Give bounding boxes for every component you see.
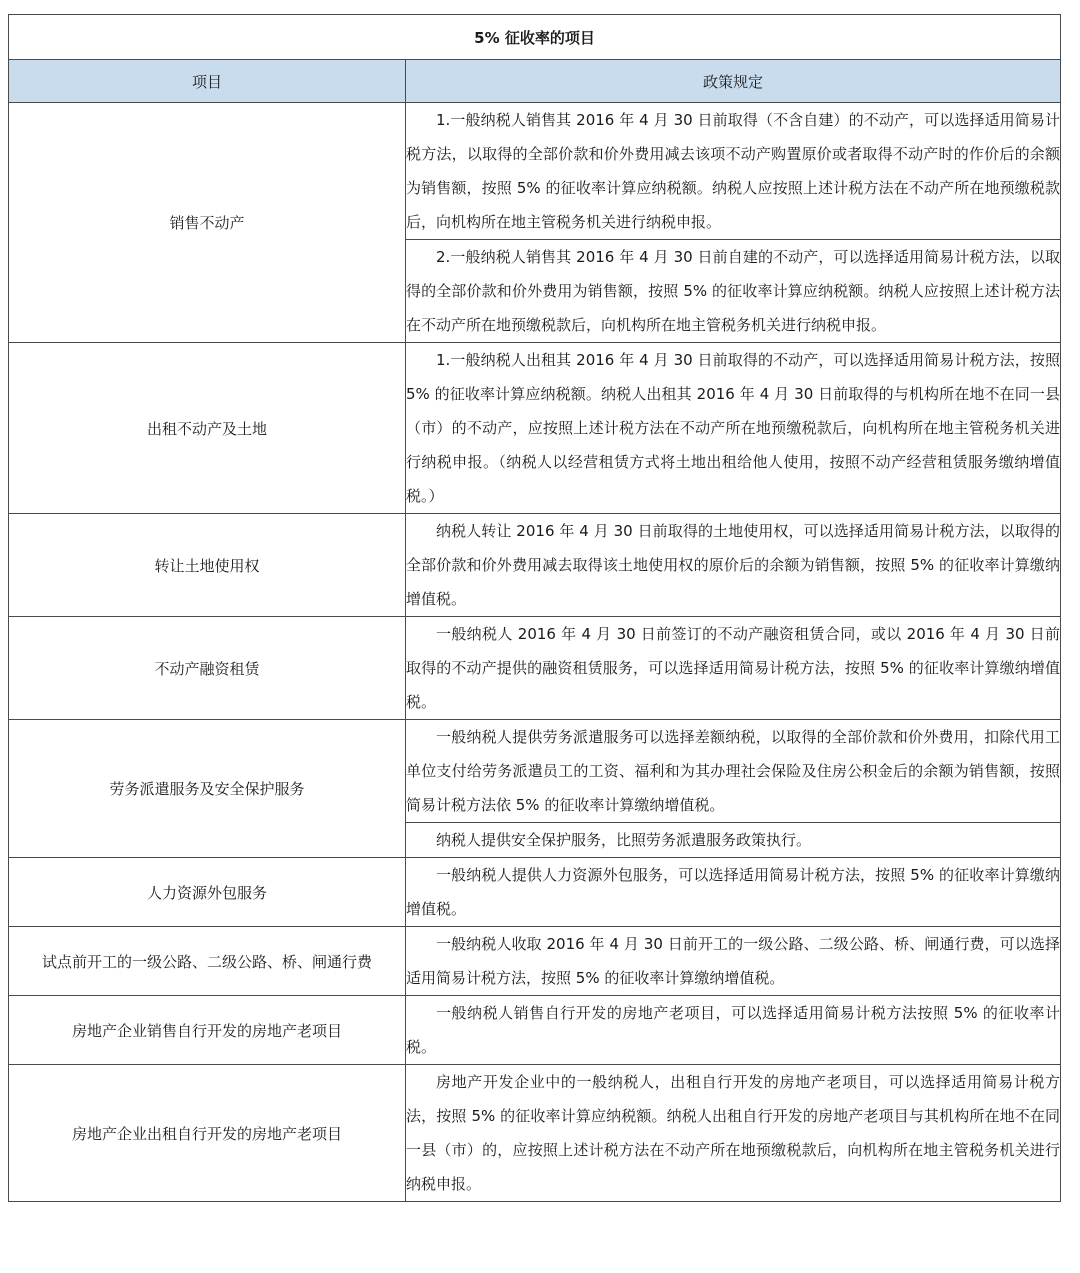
column-header-item: 项目 [9, 60, 406, 103]
table-row [9, 720, 1061, 823]
item-cell: 房地产企业出租自行开发的房地产老项目 [9, 1065, 406, 1202]
table-row [9, 1065, 1061, 1202]
policy-cell: 2.一般纳税人销售其 2016 年 4 月 30 日前自建的不动产，可以选择适用简易计税方法，以取得的全部价款和价外费用为销售额，按照 5% 的征收率计算应纳税额。纳税人应按照上述计税方法在不动产所在地预缴税款后，向机构所在地主管税务机关进行纳税申报。 [406, 240, 1061, 343]
table-title: 5% 征收率的项目 [9, 15, 1061, 60]
item-cell: 销售不动产 [9, 103, 406, 343]
item-cell: 房地产企业销售自行开发的房地产老项目 [9, 996, 406, 1065]
item-cell: 出租不动产及土地 [9, 343, 406, 514]
policy-cell: 一般纳税人收取 2016 年 4 月 30 日前开工的一级公路、二级公路、桥、闸通行费，可以选择适用简易计税方法，按照 5% 的征收率计算缴纳增值税。 [406, 927, 1061, 996]
tax-rate-table [8, 14, 1061, 1202]
table-row [9, 996, 1061, 1065]
table-body [9, 103, 1061, 1202]
policy-cell: 1.一般纳税人销售其 2016 年 4 月 30 日前取得（不含自建）的不动产，可以选择适用简易计税方法，以取得的全部价款和价外费用减去该项不动产购置原价或者取得不动产时的作价后的余额为销售额，按照 5% 的征收率计算应纳税额。纳税人应按照上述计税方法在不动产所在地预缴税款后，向机构所在地主管税务机关进行纳税申报。 [406, 103, 1061, 240]
table-row [9, 343, 1061, 514]
table-row [9, 927, 1061, 996]
header-row [9, 60, 1061, 103]
table-row [9, 617, 1061, 720]
policy-cell: 纳税人提供安全保护服务，比照劳务派遣服务政策执行。 [406, 823, 1061, 858]
policy-cell: 房地产开发企业中的一般纳税人，出租自行开发的房地产老项目，可以选择适用简易计税方法，按照 5% 的征收率计算应纳税额。纳税人出租自行开发的房地产老项目与其机构所在地不在同一县（市）的，应按照上述计税方法在不动产所在地预缴税款后，向机构所在地主管税务机关进行纳税申报。 [406, 1065, 1061, 1202]
item-cell: 人力资源外包服务 [9, 858, 406, 927]
table-row [9, 858, 1061, 927]
item-cell: 劳务派遣服务及安全保护服务 [9, 720, 406, 858]
policy-cell: 一般纳税人 2016 年 4 月 30 日前签订的不动产融资租赁合同，或以 2016 年 4 月 30 日前取得的不动产提供的融资租赁服务，可以选择适用简易计税方法，按照 5% 的征收率计算缴纳增值税。 [406, 617, 1061, 720]
item-cell: 转让土地使用权 [9, 514, 406, 617]
table-row [9, 103, 1061, 240]
policy-cell: 一般纳税人提供人力资源外包服务，可以选择适用简易计税方法，按照 5% 的征收率计算缴纳增值税。 [406, 858, 1061, 927]
column-header-policy: 政策规定 [406, 60, 1061, 103]
item-cell: 试点前开工的一级公路、二级公路、桥、闸通行费 [9, 927, 406, 996]
table-row [9, 514, 1061, 617]
title-row [9, 15, 1061, 60]
policy-cell: 纳税人转让 2016 年 4 月 30 日前取得的土地使用权，可以选择适用简易计税方法，以取得的全部价款和价外费用减去取得该土地使用权的原价后的余额为销售额，按照 5% 的征收率计算缴纳增值税。 [406, 514, 1061, 617]
policy-cell: 一般纳税人销售自行开发的房地产老项目，可以选择适用简易计税方法按照 5% 的征收率计税。 [406, 996, 1061, 1065]
policy-cell: 1.一般纳税人出租其 2016 年 4 月 30 日前取得的不动产，可以选择适用简易计税方法，按照 5% 的征收率计算应纳税额。纳税人出租其 2016 年 4 月 30 日前取得的与机构所在地不在同一县（市）的不动产，应按照上述计税方法在不动产所在地预缴税款后，向机构所在地主管税务机关进行纳税申报。（纳税人以经营租赁方式将土地出租给他人使用，按照不动产经营租赁服务缴纳增值税。） [406, 343, 1061, 514]
item-cell: 不动产融资租赁 [9, 617, 406, 720]
policy-cell: 一般纳税人提供劳务派遣服务可以选择差额纳税，以取得的全部价款和价外费用，扣除代用工单位支付给劳务派遣员工的工资、福利和为其办理社会保险及住房公积金后的余额为销售额，按照简易计税方法依 5% 的征收率计算缴纳增值税。 [406, 720, 1061, 823]
